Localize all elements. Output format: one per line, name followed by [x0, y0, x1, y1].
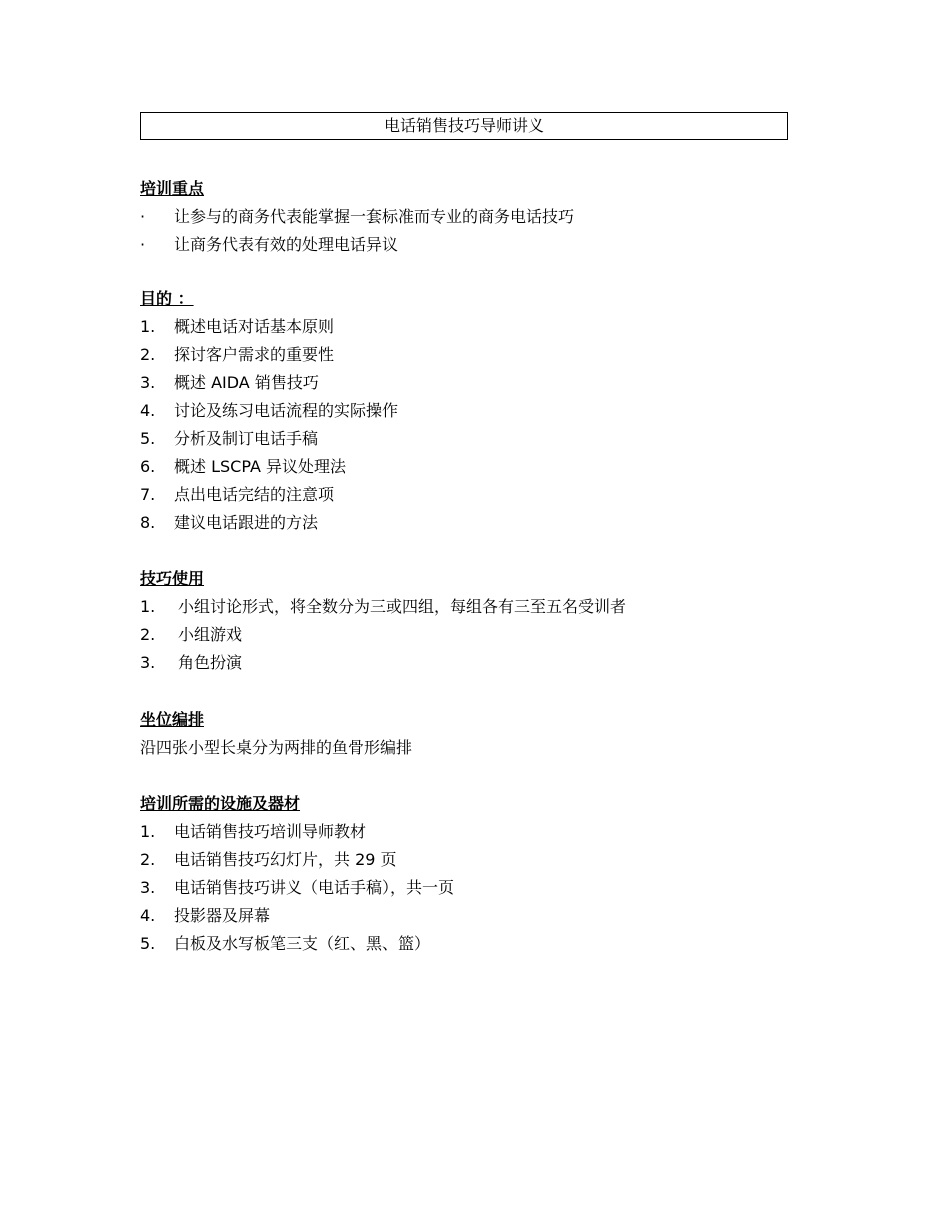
list-item: [140, 397, 820, 425]
section-equipment: [140, 790, 820, 958]
list-item: [140, 818, 820, 846]
list-item-text: 小组游戏: [178, 625, 243, 644]
list-number: 8.: [140, 513, 156, 532]
list-item-text: 电话销售技巧讲义（电话手稿），共一页: [174, 878, 455, 897]
list-item-text: 电话销售技巧幻灯片，共 29 页: [174, 850, 397, 869]
list-item: [140, 369, 820, 397]
list-item: [140, 481, 820, 509]
list-item-text: 建议电话跟进的方法: [174, 513, 319, 532]
list-item-text: 分析及制订电话手稿: [174, 429, 319, 448]
section-purpose: [140, 285, 820, 537]
list-number: 3.: [140, 653, 156, 672]
heading-seating: 坐位编排: [140, 710, 205, 729]
list-item-text: 电话销售技巧培训导师教材: [174, 822, 367, 841]
list-number: 7.: [140, 485, 156, 504]
list-item: [140, 509, 820, 537]
list-item: [140, 846, 820, 874]
document-title: 电话销售技巧导师讲义: [140, 112, 788, 140]
list-number: 2.: [140, 850, 156, 869]
list-number: 2.: [140, 625, 156, 644]
list-item-text: 概述 LSCPA 异议处理法: [174, 457, 346, 476]
list-number: 5.: [140, 429, 156, 448]
list-number: 3.: [140, 878, 156, 897]
bullet-marker: ·: [140, 207, 146, 226]
list-item: [140, 593, 820, 621]
bullet-marker: ·: [140, 235, 146, 254]
list-item-text: 让参与的商务代表能掌握一套标准而专业的商务电话技巧: [174, 207, 575, 226]
list-number: 1.: [140, 822, 156, 841]
list-number: 3.: [140, 373, 156, 392]
list-item-text: 白板及水写板笔三支（红、黑、篮）: [174, 934, 431, 953]
list-item-text: 讨论及练习电话流程的实际操作: [174, 401, 399, 420]
section-seating: [140, 706, 820, 762]
list-item-text: 让商务代表有效的处理电话异议: [174, 235, 399, 254]
list-item-text: 探讨客户需求的重要性: [174, 345, 335, 364]
seating-text: 沿四张小型长桌分为两排的鱼骨形编排: [140, 738, 413, 757]
list-item: [140, 649, 820, 677]
list-item: [140, 425, 820, 453]
list-item-text: 概述 AIDA 销售技巧: [174, 373, 319, 392]
list-number: 4.: [140, 401, 156, 420]
list-item-text: 角色扮演: [178, 653, 243, 672]
list-item-text: 投影器及屏幕: [174, 906, 271, 925]
list-item: [140, 930, 820, 958]
list-number: 5.: [140, 934, 156, 953]
list-number: 2.: [140, 345, 156, 364]
list-item-text: 小组讨论形式，将全数分为三或四组，每组各有三至五名受训者: [178, 597, 627, 616]
list-number: 6.: [140, 457, 156, 476]
list-number: 4.: [140, 906, 156, 925]
list-item-text: 概述电话对话基本原则: [174, 317, 335, 336]
heading-training-focus: 培训重点: [140, 179, 205, 198]
list-item: [140, 874, 820, 902]
list-number: 1.: [140, 317, 156, 336]
section-techniques: [140, 565, 820, 677]
list-item: [140, 231, 820, 259]
list-number: 1.: [140, 597, 156, 616]
heading-equipment: 培训所需的设施及器材: [140, 794, 301, 813]
list-item: [140, 203, 820, 231]
list-item: [140, 341, 820, 369]
heading-techniques: 技巧使用: [140, 569, 205, 588]
heading-purpose: 目的 ：: [140, 289, 194, 308]
list-item: [140, 313, 820, 341]
list-item: [140, 902, 820, 930]
list-item-text: 点出电话完结的注意项: [174, 485, 335, 504]
list-item: [140, 453, 820, 481]
list-item: [140, 621, 820, 649]
section-training-focus: [140, 175, 820, 259]
